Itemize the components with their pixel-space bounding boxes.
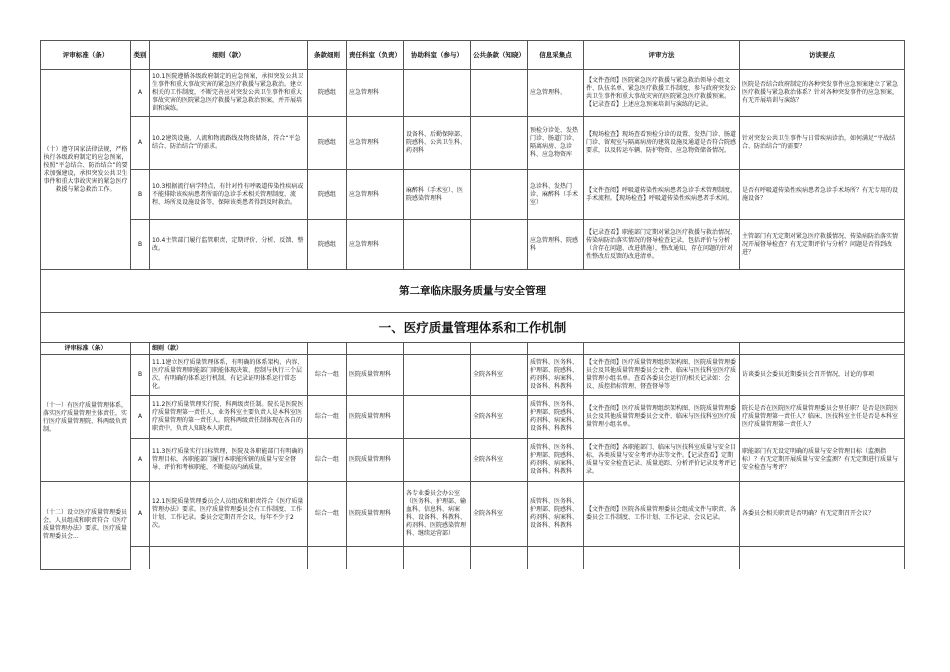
method-cell: 【文件查阅】医疗质量管理组织架构图、医院质量管理委员会及其他质量管理委员会文件、临床与医技科室医疗质量管理小组名单。 xyxy=(584,396,740,439)
subheader-detail: 细则（款） xyxy=(150,343,308,355)
header-resp-dept: 责任科室（负责） xyxy=(347,41,404,70)
info-cell: 应急管理科、院感科 xyxy=(528,220,584,270)
section-title: 一、医疗质量管理体系和工作机制 xyxy=(41,313,905,343)
subheader-empty xyxy=(347,343,404,355)
detail-cell: 10.1医院遵循各级政府制定的应急预案，承担突发公共卫生事件和重大事故灾害的紧急医疗救援与紧急救治。建立相关的工作制度，不断完善应对突发公共卫生事件和重大事故灾害的医院紧急医疗救援与紧急救治预案，并开展培训和演练。 xyxy=(150,70,308,117)
subheader-empty xyxy=(471,343,528,355)
standard-cell: （十二）设立医疗质量管理委员会，人员组成和职责符合《医疗质量管理办法》要求。医疗质量管理委员会... xyxy=(41,482,131,570)
subheader-category xyxy=(131,343,150,355)
detail-cell: 10.4主管部门履行监管职责，定期评价、分析、反馈、整改。 xyxy=(150,220,308,270)
public-cell: 全院各科室 xyxy=(471,396,528,439)
group-cell: 综合一组 xyxy=(308,439,347,482)
table-row xyxy=(41,396,905,439)
public-cell xyxy=(471,170,528,220)
interview-cell: 职能部门有无设定明确的质量与安全管理目标（监测指标）？有无定期开展质量与安全监测？有无定期进行质量与安全检查与考评？ xyxy=(740,439,905,482)
chapter-row xyxy=(41,270,905,313)
category-cell: A xyxy=(131,396,150,439)
info-cell: 应急管理科、 xyxy=(528,70,584,117)
section-row xyxy=(41,313,905,343)
public-cell xyxy=(471,220,528,270)
assist-cell xyxy=(404,439,471,482)
subheader-empty xyxy=(404,343,471,355)
group-cell: 综合一组 xyxy=(308,355,347,396)
method-cell: 【现场检查】现场查看预检分诊的设置、发热门诊、肠道门诊、留观室与隔离病房的建筑设施及通道是否符合院感要求，以及转运车辆、防护物资、应急物资储备情况。 xyxy=(584,117,740,170)
header-detail: 细则（款） xyxy=(150,41,308,70)
assist-cell xyxy=(404,220,471,270)
interview-cell: 访谈委员会委员近期委员会召开情况，讨论的事项 xyxy=(740,355,905,396)
category-cell: B xyxy=(131,220,150,270)
info-cell: 预检分诊处、发热门诊、肠道门诊、隔离病房、急诊科、应急物资库 xyxy=(528,117,584,170)
subheader-empty xyxy=(308,343,347,355)
interview-cell: 主管部门有无定期对紧急医疗救援情况、传染病防治落实情况开展督导检查？有无定期评价与分析？问题是否得到改进？ xyxy=(740,220,905,270)
info-cell: 质管科、医务科、护理部、院感科、药剂科、病案科、设备科、科教科 xyxy=(528,355,584,396)
category-cell: B xyxy=(131,170,150,220)
public-cell: 全院各科室 xyxy=(471,355,528,396)
empty-cell xyxy=(404,547,471,570)
table-row xyxy=(41,70,905,117)
info-cell: 质管科、医务科、护理部、院感科、药剂科、病案科、设备科、科教科 xyxy=(528,396,584,439)
group-cell: 院感组 xyxy=(308,220,347,270)
chapter-title: 第二章临床服务质量与安全管理 xyxy=(41,270,905,313)
assist-cell: 设备科、后勤保障部、院感科、公共卫生科、药剂科 xyxy=(404,117,471,170)
assist-cell: 麻醉科（手术室）、医院感染管理科 xyxy=(404,170,471,220)
resp-cell: 医院质量管理科 xyxy=(347,482,404,547)
info-cell: 质管科、医务科、护理部、院感科、药剂科、病案科、设备科、科教科 xyxy=(528,482,584,547)
detail-cell: 12.1医院质量管理委员会人员组成和职责符合《医疗质量管理办法》要求。医疗质量管理委员会有工作制度、工作计划、工作记录。委员会定期召开会议，每年不少于2次。 xyxy=(150,482,308,547)
group-cell: 院感组 xyxy=(308,117,347,170)
resp-cell: 医院质量管理科 xyxy=(347,439,404,482)
public-cell: 全院各科室 xyxy=(471,482,528,547)
method-cell: 【文件查阅】呼吸道传染性疾病患者急诊手术管理制度、手术流程。【现场检查】呼吸道传染性疾病患者手术间。 xyxy=(584,170,740,220)
empty-cell xyxy=(740,547,905,570)
header-group: 条款细则 xyxy=(308,41,347,70)
table-row xyxy=(41,482,905,547)
assist-cell: 各专业委员会办公室（医务科、护理部、输血科、信息科、病案科、设备科、科教科、药剂科、医院感染管理科、继续运营部） xyxy=(404,482,471,547)
detail-cell: 11.1建立医疗质量管理体系，有明确的体系架构、内容、医疗质量管理职能部门职能体现决策、控制与执行三个层次。有明确的体系运行机制，有记录证明体系运行常态化。 xyxy=(150,355,308,396)
header-category: 类别 xyxy=(131,41,150,70)
detail-cell: 11.2医疗质量管理实行院、科两级责任制。院长是医院医疗质量管理第一责任人，业务科室主要负责人是本科室医疗质量管理的第一责任人。院科两级责任制体现在各自的职责中，负责人知晓本人职责。 xyxy=(150,396,308,439)
public-cell xyxy=(471,70,528,117)
public-cell xyxy=(471,117,528,170)
resp-cell: 应急管理科 xyxy=(347,170,404,220)
table-row xyxy=(41,117,905,170)
standards-table xyxy=(40,40,905,570)
table-row xyxy=(41,355,905,396)
subheader-row xyxy=(41,343,905,355)
subheader-empty xyxy=(584,343,740,355)
header-public: 公共条款（知晓） xyxy=(471,41,528,70)
detail-cell: 11.3医疗质量实行目标管理，医院及各职能部门有明确的管理目标，各职能部门履行本职能所辖的质量与安全督导、评价和考核职能，不断提高内涵质量。 xyxy=(150,439,308,482)
detail-cell: 10.3根据流行病学特点，有针对性有呼吸道传染性疾病或不能排除该疾病患者所需的急诊手术相关管理制度、流程、场所及设施设备等，保障该类患者得到及时救治。 xyxy=(150,170,308,220)
interview-cell: 各委员会相关职责是否明确？有无定期召开会议？ xyxy=(740,482,905,547)
interview-cell: 院长是否在医院医疗质量管理委员会里任职？是否是医院医疗质量管理第一责任人？临床、医技科室主任是否是本科室医疗质量管理第一责任人？ xyxy=(740,396,905,439)
category-cell: A xyxy=(131,439,150,482)
header-standard: 评审标准（条） xyxy=(41,41,131,70)
header-row xyxy=(41,41,905,70)
table-row xyxy=(41,170,905,220)
empty-cell xyxy=(471,547,528,570)
category-cell: A xyxy=(131,482,150,547)
group-cell: 综合一组 xyxy=(308,396,347,439)
group-cell: 综合一组 xyxy=(308,482,347,547)
method-cell: 【文件查阅】医院各质量管理委员会组成文件与职责、各委员会工作制度、工作计划、工作记录、会议记录。 xyxy=(584,482,740,547)
table-row xyxy=(41,547,905,570)
empty-cell xyxy=(150,547,308,570)
header-assist-dept: 协助科室（参与） xyxy=(404,41,471,70)
resp-cell: 医院质量管理科 xyxy=(347,355,404,396)
category-cell: A xyxy=(131,117,150,170)
empty-cell xyxy=(131,547,150,570)
standard-cell: （十一）有医疗质量管理体系，落实医疗质量管理主体责任，实行医疗质量管理院、科两级负责制。 xyxy=(41,355,131,482)
interview-cell: 是否有呼吸道传染性疾病患者急诊手术场所？有无专用的设施设备？ xyxy=(740,170,905,220)
detail-cell: 10.2建筑设施、人流和物流路线及物资储备，符合“平急结合、防治结合”的需求。 xyxy=(150,117,308,170)
group-cell: 院感组 xyxy=(308,70,347,117)
method-cell: 【文件查阅】各职能部门、临床与医技科室质量与安全目标，各类质量与安全考评办法等文件。【记录查看】定期质量与安全检查记录、质量追踪、分析评价记录及考评记录。 xyxy=(584,439,740,482)
info-cell: 质管科、医务科、护理部、院感科、药剂科、病案科、设备科、科教科 xyxy=(528,439,584,482)
method-cell: 【文件查阅】医院紧急医疗救援与紧急救治领导小组文件、队伍名单、紧急医疗救援工作制度、参与政府突发公共卫生事件和重大事故灾害的医院紧急医疗救援预案。【记录查看】上述应急预案培训与演练的记录。 xyxy=(584,70,740,117)
interview-cell: 医院是否结合政府制定的各种突发事件应急预案建立了紧急医疗救援与紧急救治体系？针对各种突发事件的应急预案，有无开展培训与演练？ xyxy=(740,70,905,117)
subheader-empty xyxy=(740,343,905,355)
quality-standards-sheet xyxy=(40,40,904,570)
assist-cell xyxy=(404,70,471,117)
resp-cell: 应急管理科 xyxy=(347,220,404,270)
header-interview: 访谈要点 xyxy=(740,41,905,70)
empty-cell xyxy=(584,547,740,570)
group-cell: 院感组 xyxy=(308,170,347,220)
resp-cell: 应急管理科 xyxy=(347,70,404,117)
category-cell: B xyxy=(131,355,150,396)
resp-cell: 应急管理科 xyxy=(347,117,404,170)
interview-cell: 针对突发公共卫生事件与日常疾病诊治，如何满足“平战结合、防治结合”的需要？ xyxy=(740,117,905,170)
table-row xyxy=(41,220,905,270)
category-cell: A xyxy=(131,70,150,117)
header-method: 评审方法 xyxy=(584,41,740,70)
method-cell: 【文件查阅】医疗质量管理组织架构图、医院质量管理委员会及其他质量管理委员会文件、临床与医技科室医疗质量管理小组名单。查看各委员会运行的相关记录如：会议、质控指标管理、督查督导等 xyxy=(584,355,740,396)
empty-cell xyxy=(528,547,584,570)
subheader-standard: 评审标准（条） xyxy=(41,343,131,355)
resp-cell: 医院质量管理科 xyxy=(347,396,404,439)
assist-cell xyxy=(404,396,471,439)
method-cell: 【记录查看】职能部门定期对紧急医疗救援与救治情况、传染病防治落实情况的督导检查记录，包括评价与分析（含存在问题、改进措施），整改通知，存在问题的针对性整改后反馈的改进清单。 xyxy=(584,220,740,270)
empty-cell xyxy=(347,547,404,570)
subheader-empty xyxy=(528,343,584,355)
assist-cell xyxy=(404,355,471,396)
info-cell: 急诊科、发热门诊、麻醉科（手术室） xyxy=(528,170,584,220)
table-row xyxy=(41,439,905,482)
standard-cell: （十）遵守国家法律法规，严格执行各级政府制定的应急预案，按照“平急结合、防治结合”的要求加强建设，承担突发公共卫生事件和重大事故灾害的紧急医疗救援与紧急救治工作。 xyxy=(41,70,131,270)
empty-cell xyxy=(308,547,347,570)
header-info: 信息采集点 xyxy=(528,41,584,70)
public-cell: 全院各科室 xyxy=(471,439,528,482)
